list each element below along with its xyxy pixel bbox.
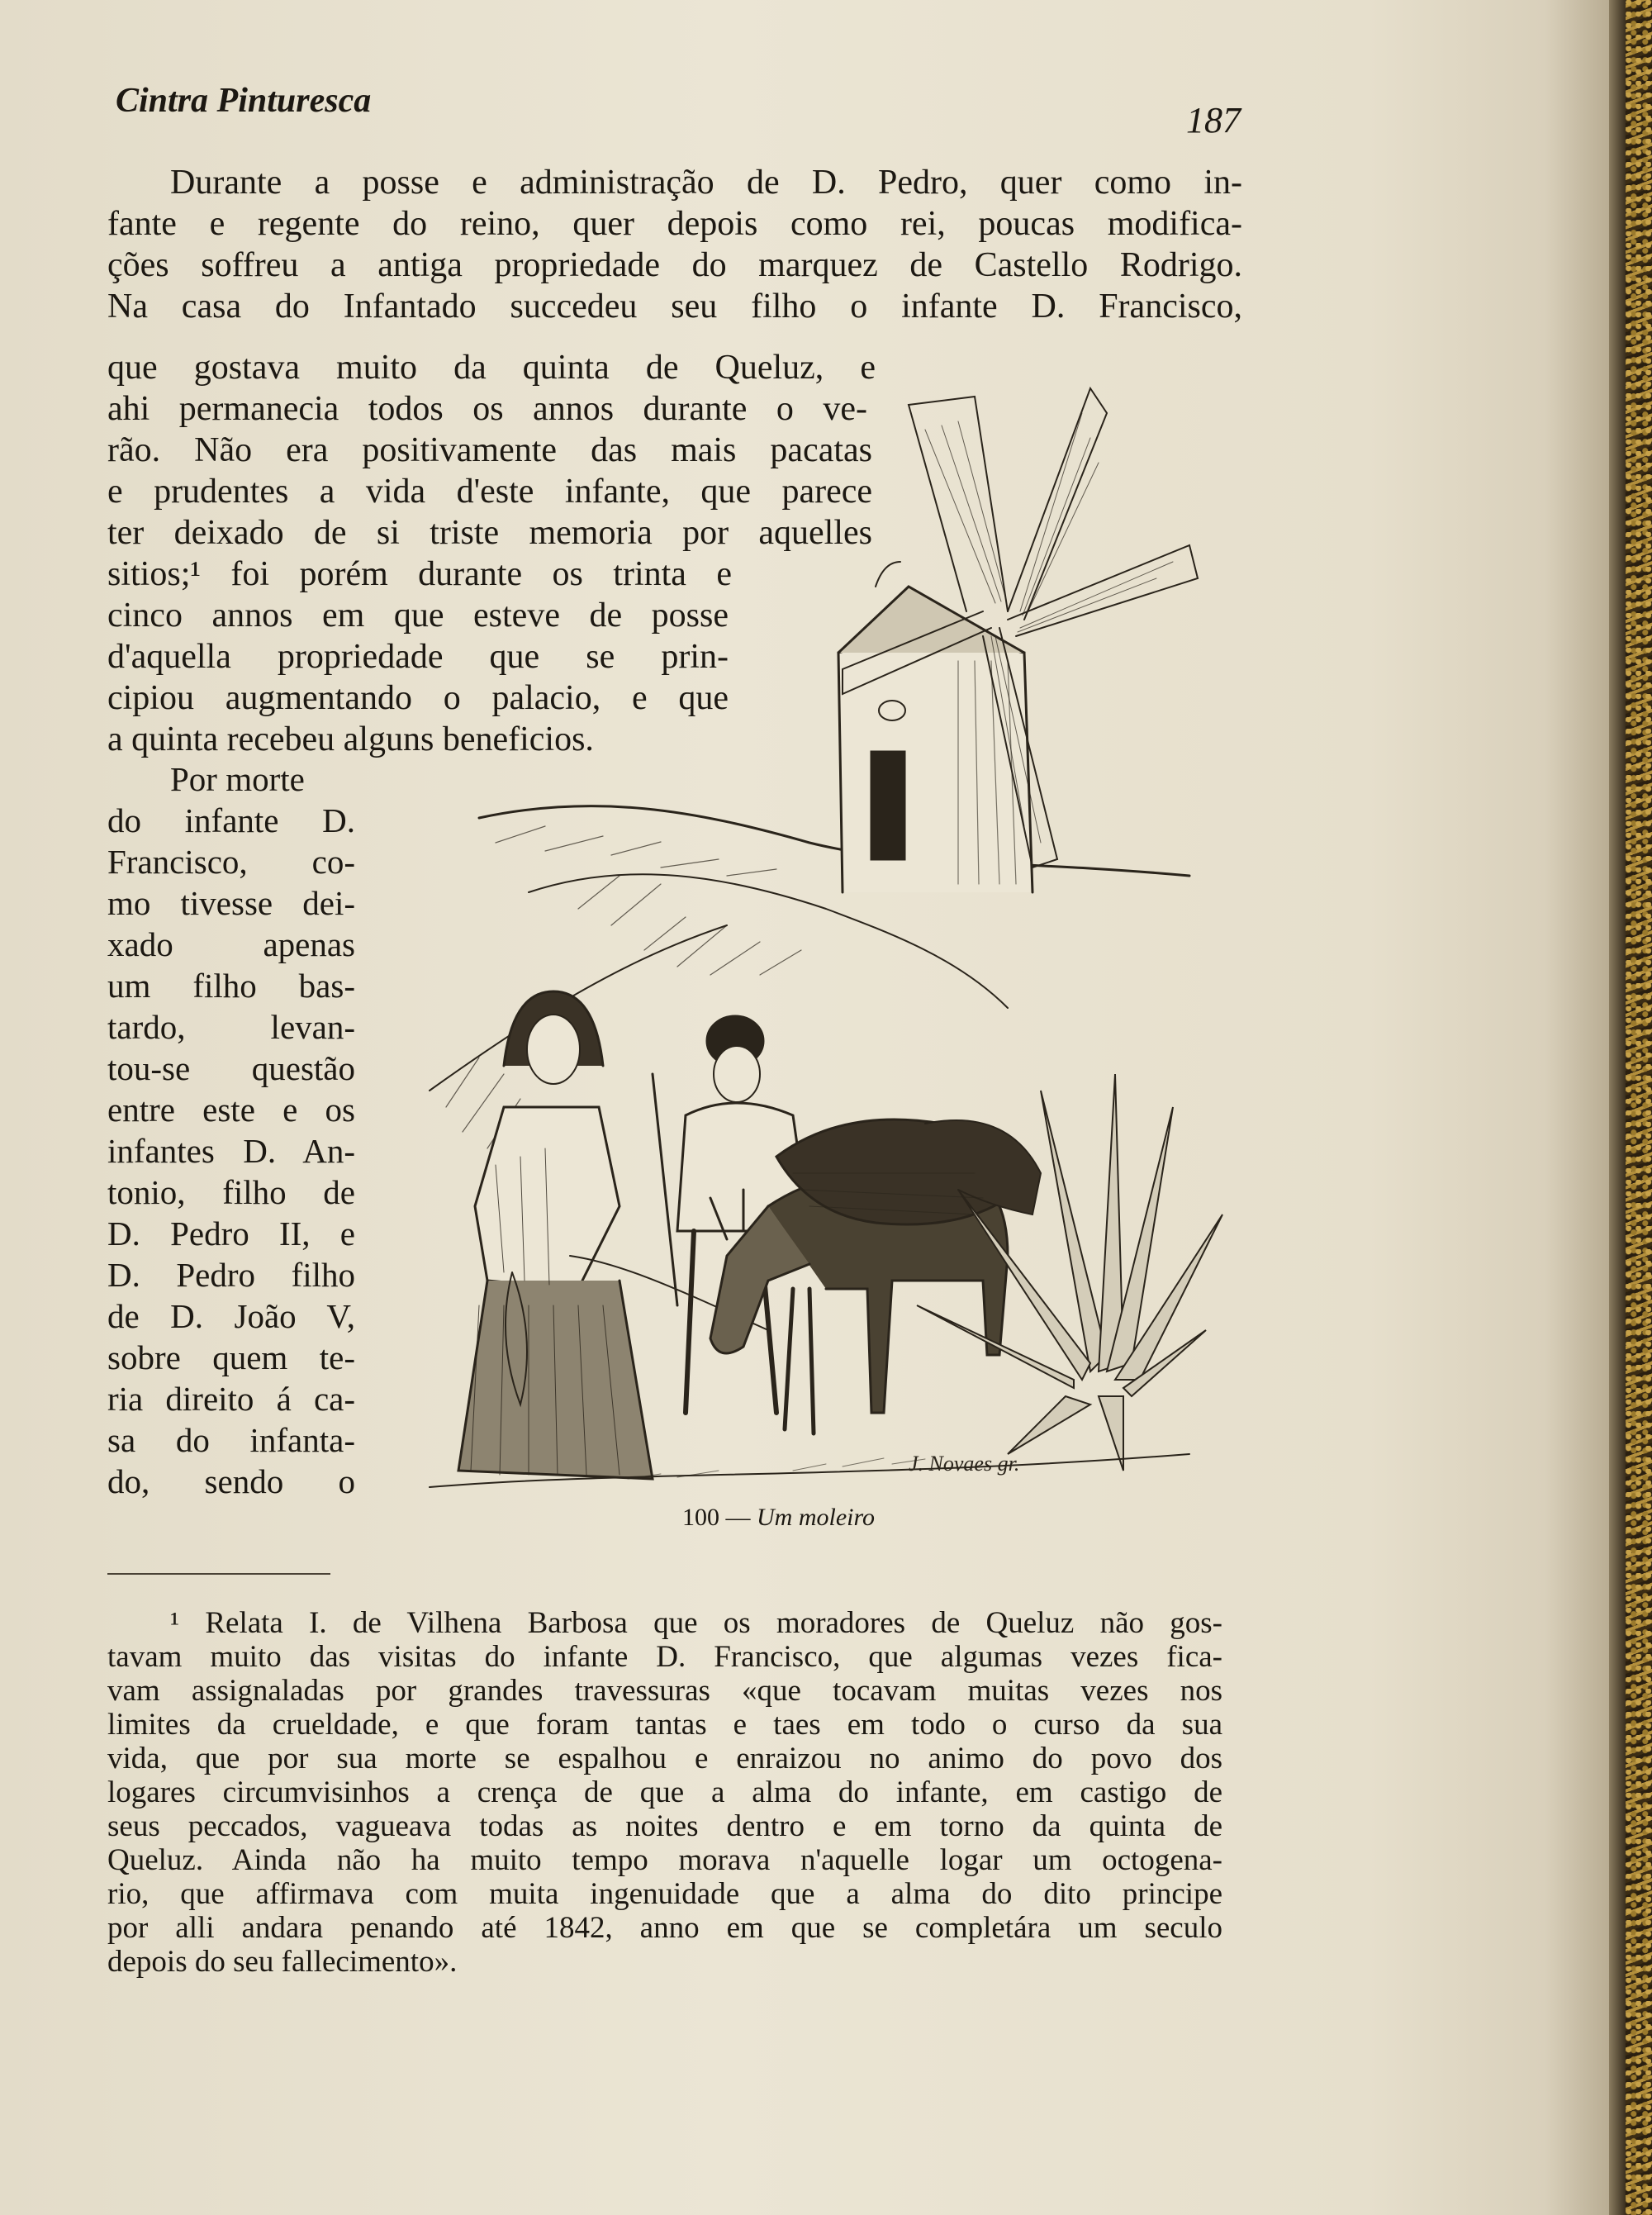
text-line: cinco annos em que esteve de posse — [107, 597, 729, 635]
engraving-windmill-miller — [380, 380, 1231, 1504]
page-edge-shadow — [1609, 0, 1626, 2215]
caption-number: 100 — — [682, 1504, 751, 1531]
marbled-book-edge — [1626, 0, 1652, 2215]
engraver-signature: J. Novaes gr. — [909, 1452, 1020, 1476]
running-title: Cintra Pinturesca — [116, 82, 372, 120]
text-line: Durante a posse e administração de D. Pedro, quer como in- — [170, 164, 1242, 202]
text-line: sitios;¹ foi porém durante os trinta e — [107, 555, 732, 593]
paragraph-wrapped-narrow — [107, 758, 355, 1502]
footnote-line: Queluz. Ainda não ha muito tempo morava n'aquelle logar um octogena- — [107, 1843, 1222, 1877]
text-line: do, sendo o — [107, 1462, 355, 1500]
text-line: mo tivesse dei- — [107, 884, 355, 922]
footnote-divider — [107, 1573, 330, 1575]
figure-caption — [682, 1504, 875, 1532]
text-line: D. Pedro II, e — [107, 1214, 355, 1252]
text-line: cipiou augmentando o palacio, e que — [107, 679, 729, 717]
page-number: 187 — [1186, 100, 1241, 140]
footnote-line: por alli andara penando até 1842, anno em que se completára um seculo — [107, 1911, 1222, 1945]
text-line: de D. João V, — [107, 1297, 355, 1335]
footnote-line: rio, que affirmava com muita ingenuidade que a alma do dito principe — [107, 1877, 1222, 1911]
text-line: fante e regente do reino, quer depois como rei, poucas modifica- — [107, 205, 1242, 243]
text-line: tonio, filho de — [107, 1173, 355, 1211]
engraving-drawing — [380, 380, 1231, 1504]
text-line: a quinta recebeu alguns beneficios. — [107, 720, 594, 758]
text-line: Por morte — [170, 760, 305, 798]
text-line: Na casa do Infantado succedeu seu filho o infante D. Francisco, — [107, 288, 1242, 326]
footnote-line: vida, que por sua morte se espalhou e enraizou no animo do povo dos — [107, 1742, 1222, 1775]
text-line: entre este e os — [107, 1091, 355, 1129]
text-line: um filho bas- — [107, 967, 355, 1005]
footnote-line: tavam muito das visitas do infante D. Francisco, que algumas vezes fica- — [107, 1640, 1222, 1674]
text-line: tou-se questão — [107, 1049, 355, 1087]
paragraph-full-width — [107, 162, 1242, 327]
text-line: rão. Não era positivamente das mais pacatas — [107, 431, 872, 469]
footnote — [107, 1606, 1222, 1979]
footnote-line: ¹ Relata I. de Vilhena Barbosa que os moradores de Queluz não gos- — [170, 1606, 1222, 1640]
footnote-line: logares circumvisinhos a crença de que a alma do infante, em castigo de — [107, 1775, 1222, 1809]
text-line: Francisco, co- — [107, 843, 355, 881]
text-line: ções soffreu a antiga propriedade do marquez de Castello Rodrigo. — [107, 246, 1242, 284]
text-line: tardo, levan- — [107, 1008, 355, 1046]
footnote-line: limites da crueldade, e que foram tantas e taes em todo o curso da sua — [107, 1708, 1222, 1742]
text-line: e prudentes a vida d'este infante, que parece — [107, 473, 872, 511]
text-line: ria direito á ca- — [107, 1380, 355, 1418]
text-line: sobre quem te- — [107, 1338, 355, 1376]
text-line: que gostava muito da quinta de Queluz, e — [107, 349, 876, 387]
text-line: sa do infanta- — [107, 1421, 355, 1459]
text-line: ter deixado de si triste memoria por aquelles — [107, 514, 872, 552]
text-line: xado apenas — [107, 925, 355, 963]
footnote-line: vam assignaladas por grandes travessuras «que tocavam muitas vezes nos — [107, 1674, 1222, 1708]
footnote-line: depois do seu fallecimento». — [107, 1945, 458, 1979]
text-line: do infante D. — [107, 801, 355, 839]
caption-title: Um moleiro — [757, 1504, 876, 1531]
text-line: D. Pedro filho — [107, 1256, 355, 1294]
text-line: infantes D. An- — [107, 1132, 355, 1170]
footnote-line: seus peccados, vagueava todas as noites dentro e em torno da quinta de — [107, 1809, 1222, 1843]
text-line: ahi permanecia todos os annos durante o ve- — [107, 390, 867, 428]
text-line: d'aquella propriedade que se prin- — [107, 638, 729, 676]
